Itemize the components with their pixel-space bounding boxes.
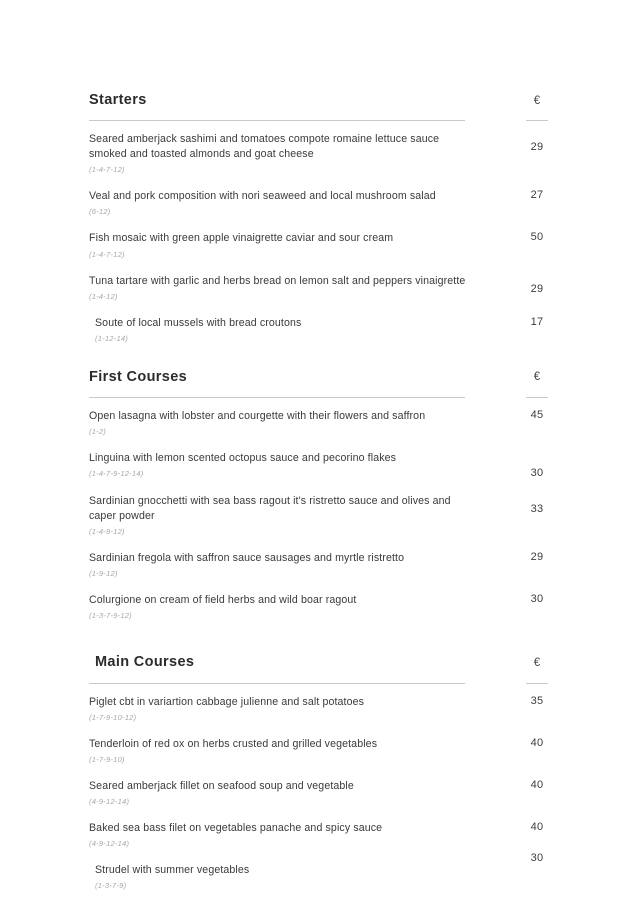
divider-line-price bbox=[526, 683, 548, 684]
section-divider bbox=[89, 397, 565, 398]
menu-item-name: Strudel with summer vegetables bbox=[95, 863, 250, 876]
menu-items bbox=[89, 132, 565, 342]
menu-item-allergens: (1-4-7-12) bbox=[89, 249, 125, 259]
menu-item-allergens: (1-4-9-12) bbox=[89, 527, 125, 537]
menu-item-name: Colurgione on cream of field herbs and wild boar ragout bbox=[89, 594, 357, 607]
divider-line-price bbox=[526, 397, 548, 398]
menu-item bbox=[89, 132, 565, 174]
menu-item-price: 29 bbox=[530, 141, 544, 154]
menu-item-price: 50 bbox=[530, 231, 544, 244]
menu-item-price: 45 bbox=[530, 408, 544, 421]
menu-item-allergens: (1-3-7-9-12) bbox=[89, 611, 132, 621]
menu-item bbox=[89, 851, 565, 890]
menu-item-text bbox=[89, 409, 471, 436]
section-spacer bbox=[89, 628, 565, 654]
menu-item-text bbox=[89, 551, 471, 578]
menu-items bbox=[89, 409, 565, 620]
menu-item bbox=[89, 409, 565, 436]
menu-item-allergens: (1-2) bbox=[89, 427, 107, 436]
menu-item bbox=[89, 779, 565, 806]
menu-item-text bbox=[89, 821, 471, 848]
section-spacer bbox=[89, 351, 565, 369]
menu-item-name: Linguina with lemon scented octopus sauce and pecorino flakes bbox=[89, 452, 397, 464]
menu-item-name: Tuna tartare with garlic and herbs bread on lemon salt and peppers vinaigrette bbox=[89, 274, 466, 287]
menu-item bbox=[89, 494, 565, 536]
menu-item-name: Fish mosaic with green apple vinaigrette caviar and sour cream bbox=[89, 232, 394, 245]
menu-section-first-courses bbox=[89, 369, 565, 621]
menu-item bbox=[89, 316, 565, 343]
section-title: Starters bbox=[89, 92, 147, 108]
menu-item bbox=[89, 274, 565, 301]
menu-item-price: 27 bbox=[530, 189, 544, 202]
menu-item bbox=[89, 593, 565, 620]
menu-item-text bbox=[89, 863, 477, 890]
menu-item-allergens: (1-7-9-10-12) bbox=[89, 712, 137, 722]
menu-item-text bbox=[89, 189, 471, 216]
menu-item-allergens: (6-12) bbox=[89, 207, 111, 217]
section-divider bbox=[89, 683, 565, 684]
section-header bbox=[89, 92, 565, 111]
section-divider bbox=[89, 120, 565, 121]
menu-item-allergens: (1-7-9-10) bbox=[89, 754, 125, 764]
menu-item-text bbox=[89, 695, 471, 722]
menu-item-name: Sardinian gnocchetti with sea bass ragout it's ristretto sauce and olives and caper powder bbox=[89, 495, 451, 523]
menu-item-price: 30 bbox=[530, 593, 544, 606]
menu-item-name: Sardinian fregola with saffron sauce sausages and myrtle ristretto bbox=[89, 552, 405, 565]
menu-item-text bbox=[89, 231, 471, 258]
menu-item bbox=[89, 189, 565, 216]
menu-item-name: Piglet cbt in variartion cabbage julienne and salt potatoes bbox=[89, 695, 365, 708]
menu-item-text bbox=[89, 494, 471, 536]
menu-section-main-courses bbox=[89, 654, 565, 890]
menu-item-price: 40 bbox=[530, 820, 544, 833]
menu-item-text bbox=[89, 274, 471, 301]
menu-item-price: 33 bbox=[530, 503, 544, 515]
menu-item-price: 29 bbox=[530, 282, 544, 295]
divider-line-price bbox=[526, 120, 548, 121]
menu-item-text bbox=[89, 316, 477, 343]
menu-item bbox=[89, 231, 565, 258]
divider-line-main bbox=[89, 683, 465, 684]
menu-item bbox=[89, 551, 565, 578]
section-header bbox=[89, 369, 565, 388]
menu-item-allergens: (1-4-7-9-12-14) bbox=[89, 469, 144, 479]
menu-item-allergens: (1-9-12) bbox=[89, 569, 118, 579]
menu-item-price: 17 bbox=[530, 315, 544, 328]
menu-item-text bbox=[89, 737, 471, 764]
divider-line-main bbox=[89, 397, 465, 398]
menu-item bbox=[89, 821, 565, 848]
menu-item-name: Open lasagna with lobster and courgette with their flowers and saffron bbox=[89, 409, 426, 422]
divider-line-main bbox=[89, 120, 465, 121]
currency-symbol: € bbox=[533, 656, 541, 669]
menu-item-text bbox=[89, 593, 471, 620]
menu-item-price: 30 bbox=[530, 467, 544, 479]
menu-item bbox=[89, 695, 565, 722]
menu-item bbox=[89, 737, 565, 764]
menu-item-price: 30 bbox=[530, 851, 544, 864]
menu-section-starters bbox=[89, 92, 565, 343]
menu-item-name: Seared amberjack sashimi and tomatoes compote romaine lettuce sauce smoked and toasted almonds and goat cheese bbox=[89, 133, 440, 161]
menu-item-name: Baked sea bass filet on vegetables panache and spicy sauce bbox=[89, 821, 383, 834]
menu-item-allergens: (1-3-7-9) bbox=[95, 880, 127, 890]
section-title: First Courses bbox=[89, 368, 188, 385]
menu-item-price: 29 bbox=[530, 551, 544, 564]
menu-item-allergens: (1-4-7-12) bbox=[89, 165, 125, 175]
currency-symbol: € bbox=[533, 94, 541, 107]
currency-symbol: € bbox=[533, 371, 541, 384]
menu-item-name: Seared amberjack fillet on seafood soup and vegetable bbox=[89, 779, 354, 792]
menu-item-text bbox=[89, 451, 471, 478]
menu-item-allergens: (1-12-14) bbox=[95, 333, 129, 343]
menu-item-name: Veal and pork composition with nori seaweed and local mushroom salad bbox=[89, 190, 436, 203]
menu-item-price: 40 bbox=[530, 778, 544, 791]
menu-item-allergens: (1-4-12) bbox=[89, 291, 118, 301]
menu-item-name: Tenderloin of red ox on herbs crusted and grilled vegetables bbox=[89, 737, 378, 750]
menu-item-price: 35 bbox=[530, 694, 544, 707]
section-title: Main Courses bbox=[95, 654, 195, 671]
menu-item-text bbox=[89, 779, 471, 806]
section-header bbox=[89, 654, 565, 673]
menu-item-allergens: (4-9-12-14) bbox=[89, 838, 130, 848]
menu-item bbox=[89, 451, 565, 479]
menu-item-price: 40 bbox=[530, 736, 544, 749]
menu-item-name: Soute of local mussels with bread croutons bbox=[95, 316, 302, 329]
menu-item-text bbox=[89, 132, 471, 174]
menu-items bbox=[89, 695, 565, 890]
menu-item-allergens: (4-9-12-14) bbox=[89, 796, 130, 806]
